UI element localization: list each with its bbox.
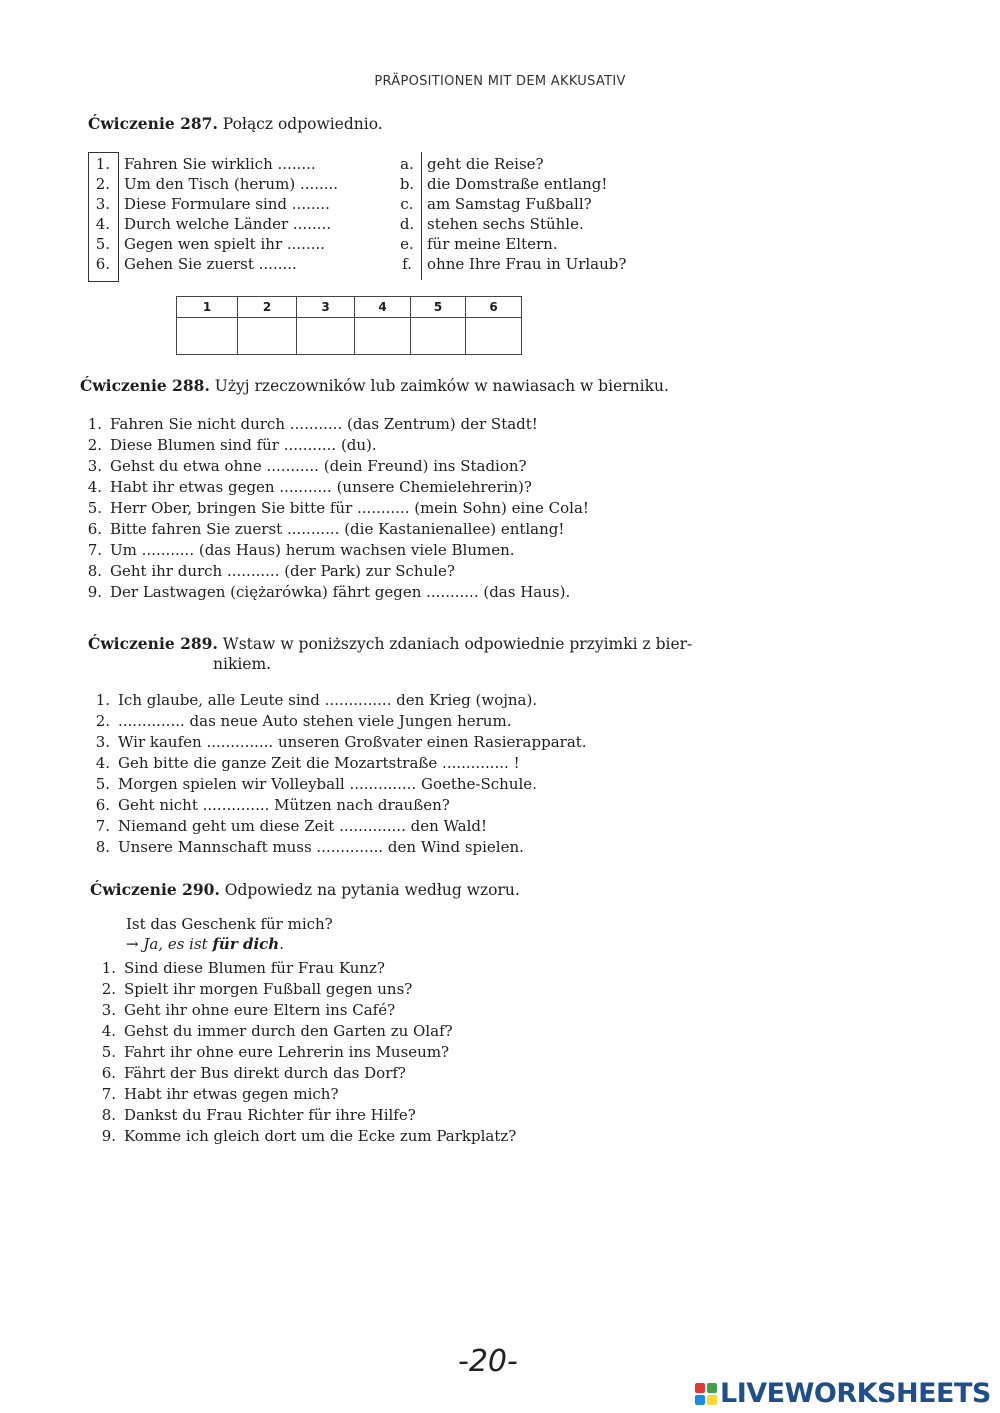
exercise-288-item: 7. Um ........... (das Haus) herum wachsen viele Blumen.	[87, 541, 515, 559]
match-right-item: f. ohne Ihre Frau in Urlaub?	[402, 255, 627, 273]
exercise-290-item: 1. Sind diese Blumen für Frau Kunz?	[101, 959, 385, 977]
exercise-288-heading	[80, 376, 669, 395]
exercise-288-item: 3. Gehst du etwa ohne ........... (dein Freund) ins Stadion?	[87, 457, 527, 475]
answer-cell-5[interactable]	[411, 318, 466, 355]
exercise-287-heading	[88, 114, 383, 133]
exercise-289-heading	[88, 634, 693, 674]
exercise-289-title: Ćwiczenie 289.	[88, 634, 218, 653]
match-left-column	[88, 154, 338, 274]
exercise-290-item: 2. Spielt ihr morgen Fußball gegen uns?	[101, 980, 413, 998]
exercise-290-list	[94, 958, 516, 1147]
match-left-item: 1. Fahren Sie wirklich ........	[95, 155, 316, 173]
exercise-288-instruction: Użyj rzeczowników lub zaimków w nawiasach w bierniku.	[214, 377, 669, 395]
exercise-290-item: 6. Fährt der Bus direkt durch das Dorf?	[101, 1064, 406, 1082]
answer-grid-header: 6	[466, 297, 522, 318]
exercise-289-item: 5. Morgen spielen wir Volleyball .............. Goethe-Schule.	[95, 775, 537, 793]
logo-icon	[695, 1383, 717, 1405]
answer-grid-input-row	[177, 318, 522, 355]
exercise-288-item: 6. Bitte fahren Sie zuerst ........... (die Kastanienallee) entlang!	[87, 520, 565, 538]
exercise-288-item: 2. Diese Blumen sind für ........... (du).	[87, 436, 377, 454]
exercise-290-item: 3. Geht ihr ohne eure Eltern ins Café?	[101, 1001, 396, 1019]
match-left-item: 3. Diese Formulare sind ........	[95, 195, 330, 213]
exercise-288-list	[80, 414, 589, 603]
match-left-item: 6. Gehen Sie zuerst ........	[95, 255, 297, 273]
exercise-289-list	[88, 690, 587, 858]
page-header: PRÄPOSITIONEN MIT DEM AKKUSATIV	[374, 74, 626, 89]
exercise-289-item: 2. .............. das neue Auto stehen viele Jungen herum.	[95, 712, 512, 730]
exercise-290-item: 5. Fahrt ihr ohne eure Lehrerin ins Museum?	[101, 1043, 450, 1061]
match-right-column	[395, 154, 626, 274]
answer-grid-header: 3	[297, 297, 355, 318]
logo-square-yellow	[707, 1395, 717, 1405]
answer-grid-header: 1	[177, 297, 238, 318]
answer-grid	[176, 296, 522, 355]
match-left-item: 4. Durch welche Länder ........	[95, 215, 332, 233]
example-question: Ist das Geschenk für mich?	[126, 915, 333, 933]
logo-square-red	[695, 1383, 705, 1393]
exercise-288-item: 9. Der Lastwagen (ciężarówka) fährt gegen ........... (das Haus).	[87, 583, 571, 601]
exercise-288-item: 5. Herr Ober, bringen Sie bitte für ........... (mein Sohn) eine Cola!	[87, 499, 589, 517]
exercise-289-instruction-line1: Wstaw w poniższych zdaniach odpowiednie przyimki z bier-	[222, 635, 693, 653]
exercise-290-item: 4. Gehst du immer durch den Garten zu Olaf?	[101, 1022, 453, 1040]
answer-cell-2[interactable]	[238, 318, 297, 355]
match-left-item: 5. Gegen wen spielt ihr ........	[95, 235, 326, 253]
answer-grid-header: 2	[238, 297, 297, 318]
answer-grid-header-row	[177, 297, 522, 318]
exercise-288-item: 4. Habt ihr etwas gegen ........... (unsere Chemielehrerin)?	[87, 478, 532, 496]
exercise-289-instruction-line2: nikiem.	[213, 655, 272, 673]
page-number: -20-	[458, 1344, 518, 1379]
exercise-290-instruction: Odpowiedz na pytania według wzoru.	[224, 881, 520, 899]
exercise-290-item: 7. Habt ihr etwas gegen mich?	[101, 1085, 339, 1103]
answer-cell-6[interactable]	[466, 318, 522, 355]
exercise-287-instruction: Połącz odpowiednio.	[222, 115, 383, 133]
logo-square-blue	[695, 1395, 705, 1405]
exercise-290-example	[126, 914, 333, 954]
answer-cell-4[interactable]	[355, 318, 411, 355]
exercise-289-item: 1. Ich glaube, alle Leute sind .............. den Krieg (wojna).	[95, 691, 538, 709]
exercise-290-item: 8. Dankst du Frau Richter für ihre Hilfe?	[101, 1106, 416, 1124]
match-left-item: 2. Um den Tisch (herum) ........	[95, 175, 339, 193]
exercise-289-item: 6. Geht nicht .............. Mützen nach draußen?	[95, 796, 450, 814]
logo-square-green	[707, 1383, 717, 1393]
liveworksheets-logo	[695, 1378, 991, 1409]
match-right-item: a. geht die Reise?	[400, 155, 544, 173]
answer-cell-1[interactable]	[177, 318, 238, 355]
match-right-item: b. die Domstraße entlang!	[399, 175, 608, 193]
answer-cell-3[interactable]	[297, 318, 355, 355]
match-right-item: d. stehen sechs Stühle.	[399, 215, 584, 233]
exercise-289-item: 3. Wir kaufen .............. unseren Großvater einen Rasierapparat.	[95, 733, 587, 751]
exercise-289-item: 4. Geh bitte die ganze Zeit die Mozartstraße .............. !	[95, 754, 520, 772]
exercise-290-heading	[90, 880, 520, 899]
answer-grid-header: 4	[355, 297, 411, 318]
exercise-288-item: 8. Geht ihr durch ........... (der Park) zur Schule?	[87, 562, 455, 580]
exercise-289-item: 7. Niemand geht um diese Zeit .............. den Wald!	[95, 817, 488, 835]
exercise-287-title: Ćwiczenie 287.	[88, 114, 218, 133]
match-right-item: e. für meine Eltern.	[400, 235, 558, 253]
exercise-290-item: 9. Komme ich gleich dort um die Ecke zum Parkplatz?	[101, 1127, 517, 1145]
example-answer: → Ja, es ist für dich.	[126, 935, 284, 953]
exercise-288-item: 1. Fahren Sie nicht durch ........... (das Zentrum) der Stadt!	[87, 415, 538, 433]
exercise-289-item: 8. Unsere Mannschaft muss .............. den Wind spielen.	[95, 838, 524, 856]
exercise-288-title: Ćwiczenie 288.	[80, 376, 210, 395]
logo-text: LIVEWORKSHEETS	[720, 1378, 991, 1409]
answer-grid-header: 5	[411, 297, 466, 318]
exercise-290-title: Ćwiczenie 290.	[90, 880, 220, 899]
match-right-item: c. am Samstag Fußball?	[400, 195, 592, 213]
